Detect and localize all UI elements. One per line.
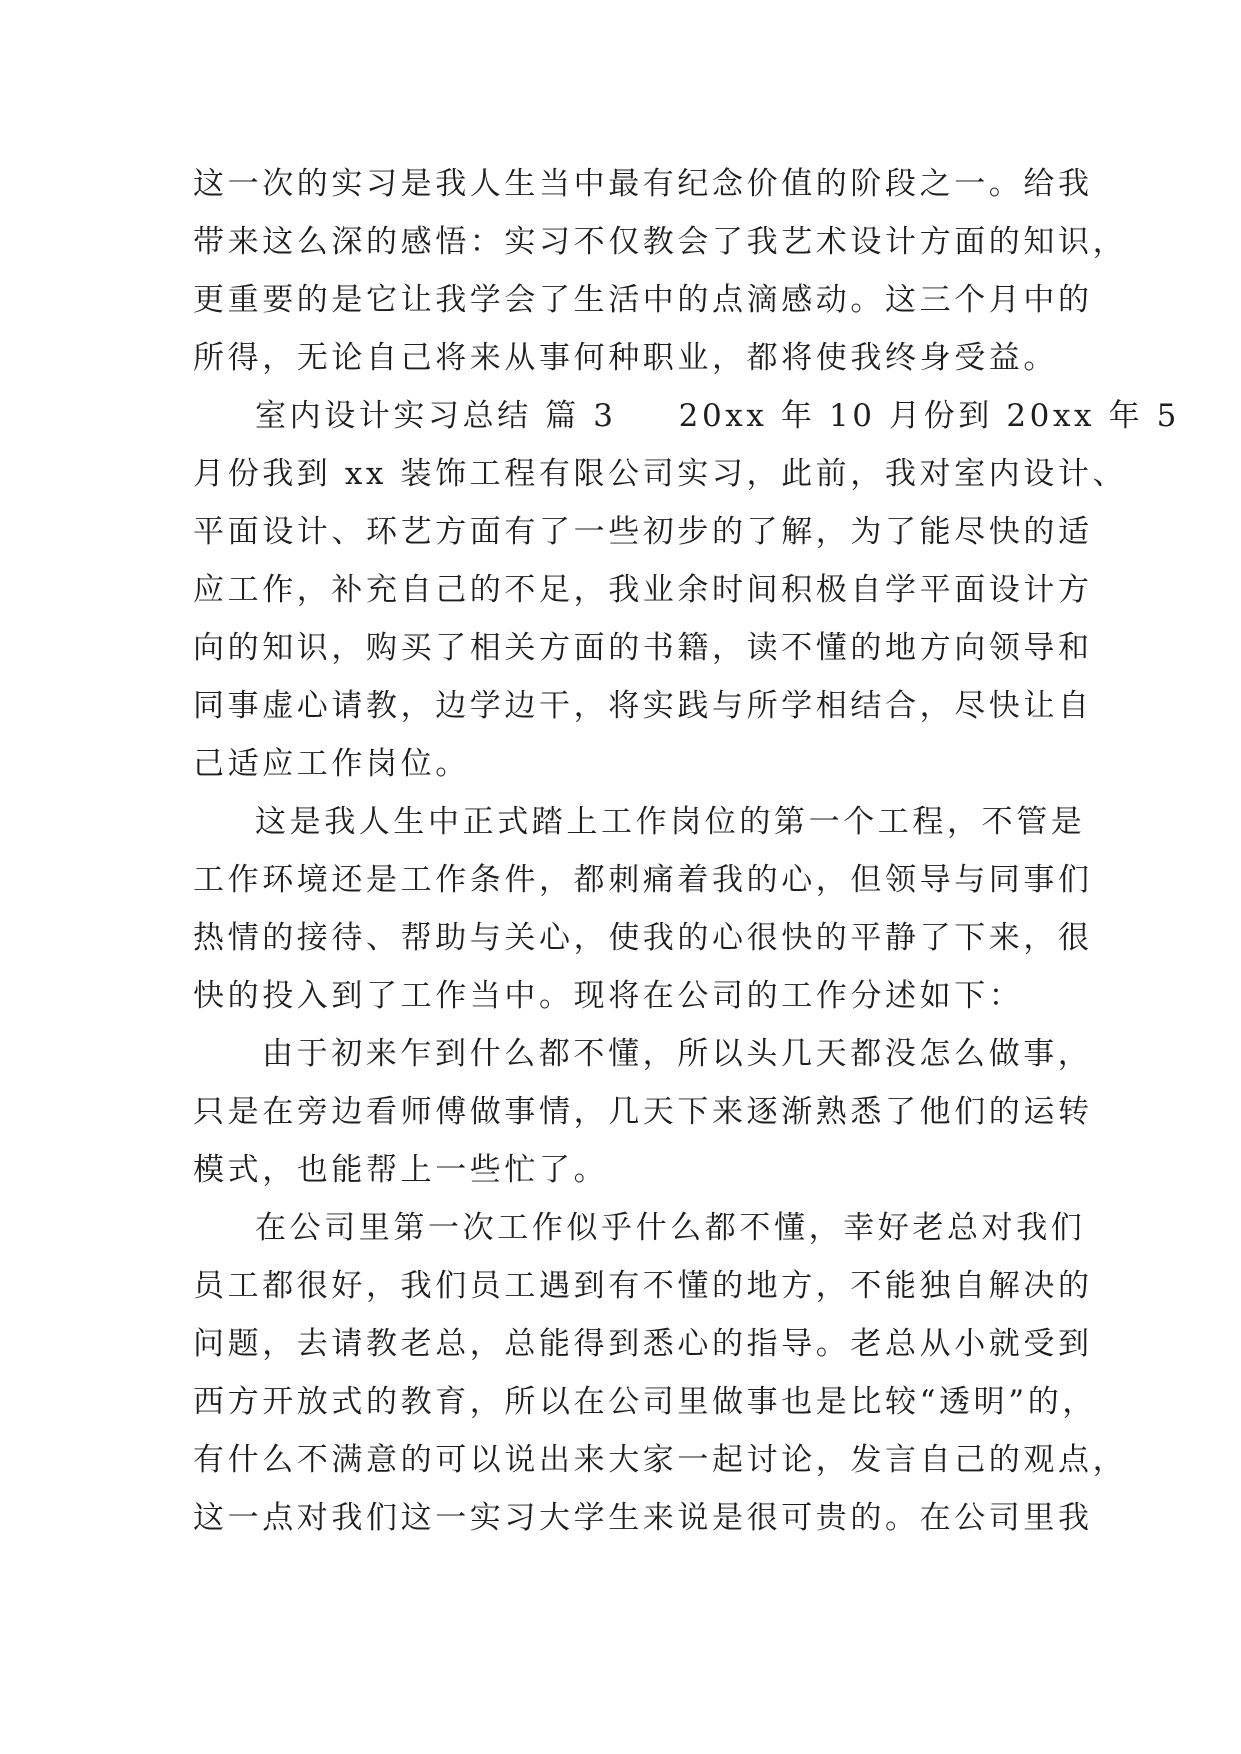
internship-date-range: 20xx 年 10 月份到 20xx 年 5 bbox=[678, 398, 1180, 434]
paragraph-line: 这是我人生中正式踏上工作岗位的第一个工程，不管是 bbox=[255, 804, 1086, 840]
paragraph-line: 所得，无论自己将来从事何种职业，都将使我终身受益。 bbox=[193, 340, 1058, 376]
paragraph-line: 由于初来乍到什么都不懂，所以头几天都没怎么做事， bbox=[262, 1036, 1093, 1072]
paragraph-line: 工作环境还是工作条件，都刺痛着我的心，但领导与同事们 bbox=[193, 862, 1093, 898]
paragraph-line: 月份我到 xx 装饰工程有限公司实习，此前，我对室内设计、 bbox=[193, 456, 1128, 492]
paragraph-line: 模式，也能帮上一些忙了。 bbox=[193, 1152, 609, 1188]
paragraph-line: 这一点对我们这一实习大学生来说是很可贵的。在公司里我 bbox=[193, 1500, 1093, 1536]
paragraph-line: 有什么不满意的可以说出来大家一起讨论，发言自己的观点， bbox=[193, 1442, 1128, 1478]
paragraph-line: 在公司里第一次工作似乎什么都不懂，幸好老总对我们 bbox=[255, 1210, 1086, 1246]
paragraph-line: 向的知识，购买了相关方面的书籍，读不懂的地方向领导和 bbox=[193, 630, 1093, 666]
paragraph-line: 问题，去请教老总，总能得到悉心的指导。老总从小就受到 bbox=[193, 1326, 1093, 1362]
paragraph-line: 只是在旁边看师傅做事情，几天下来逐渐熟悉了他们的运转 bbox=[193, 1094, 1093, 1130]
paragraph-line: 同事虚心请教，边学边干，将实践与所学相结合，尽快让自 bbox=[193, 688, 1093, 724]
paragraph-line: 应工作，补充自己的不足，我业余时间积极自学平面设计方 bbox=[193, 572, 1093, 608]
paragraph-line: 西方开放式的教育，所以在公司里做事也是比较“透明”的， bbox=[193, 1384, 1097, 1420]
paragraph-line: 快的投入到了工作当中。现将在公司的工作分述如下： bbox=[193, 978, 1024, 1014]
paragraph-line: 这一次的实习是我人生当中最有纪念价值的阶段之一。给我 bbox=[193, 166, 1093, 202]
paragraph-line: 更重要的是它让我学会了生活中的点滴感动。这三个月中的 bbox=[193, 282, 1093, 318]
paragraph-line: 己适应工作岗位。 bbox=[193, 746, 470, 782]
paragraph-line: 带来这么深的感悟：实习不仅教会了我艺术设计方面的知识， bbox=[193, 224, 1128, 260]
paragraph-line: 员工都很好，我们员工遇到有不懂的地方，不能独自解决的 bbox=[193, 1268, 1093, 1304]
paragraph-line: 热情的接待、帮助与关心，使我的心很快的平静了下来，很 bbox=[193, 920, 1093, 956]
section-title: 室内设计实习总结 篇 3 bbox=[255, 398, 617, 434]
paragraph-line: 平面设计、环艺方面有了一些初步的了解，为了能尽快的适 bbox=[193, 514, 1093, 550]
section-heading-line bbox=[255, 396, 1180, 436]
